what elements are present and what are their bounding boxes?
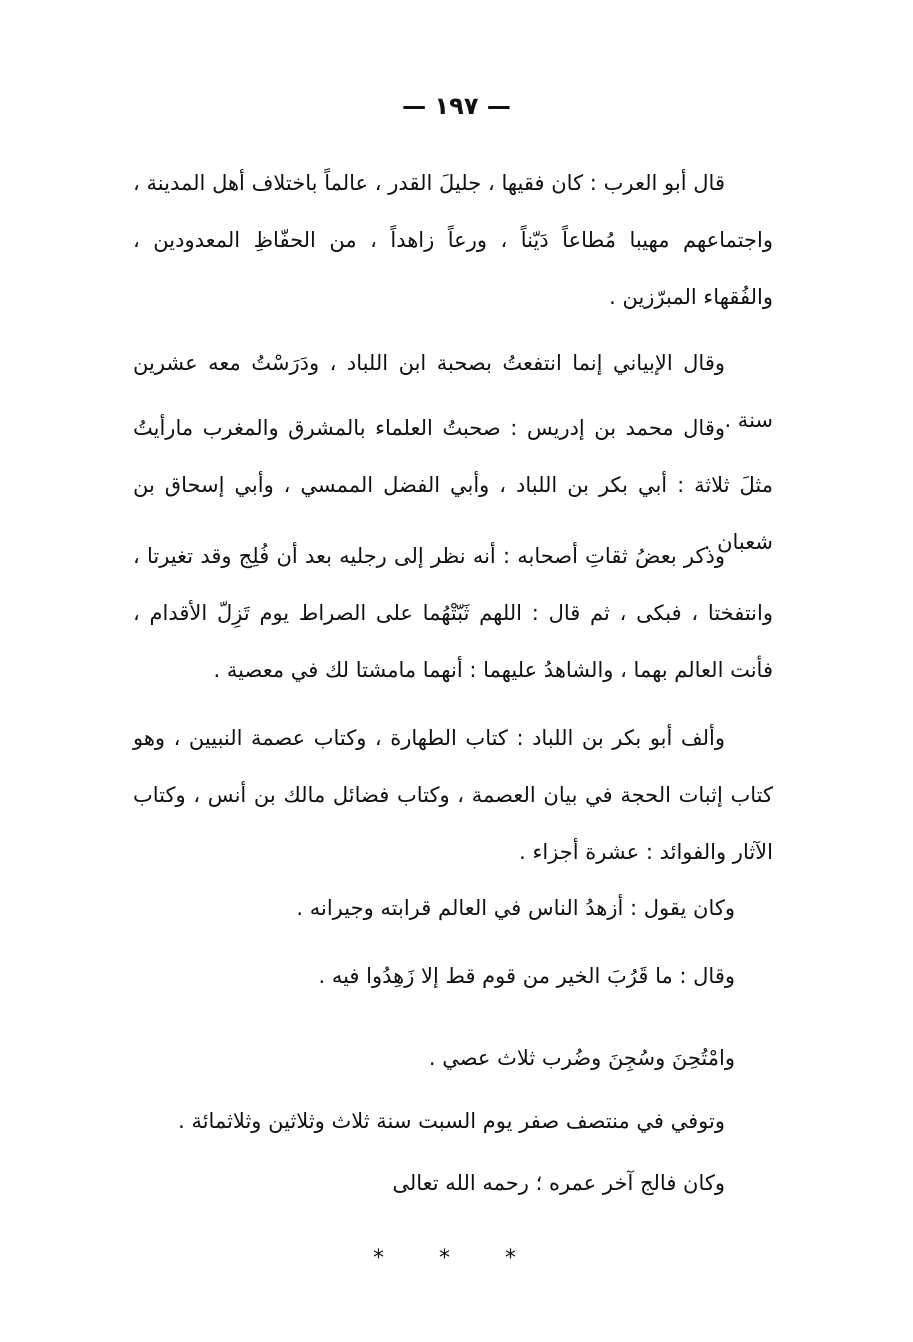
- paragraph-abu-al-arab: قال أبو العرب : كان فقيها ، جليلَ القدر ، عالماً باختلاف أهل المدينة ، واجتماعهم مهيبا مُطاعاً دَيّناً ، ورعاً زاهداً ، من الحفّاظِ المعدودين ، والفُقهاء المبرّزين .: [133, 171, 773, 309]
- paragraph-al-ibyani: وقال الإبياني إنما انتفعتُ بصحبة ابن اللباد ، ودَرَسْتُ معه عشرين سنة .: [133, 351, 773, 432]
- paragraph-saying-2: وقال : ما قَرُبَ الخير من قوم قط إلا زَهِدُوا فيه .: [318, 964, 735, 988]
- page-number: — ١٩٧ —: [402, 92, 511, 120]
- paragraph-works: وألف أبو بكر بن اللباد : كتاب الطهارة ، وكتاب عصمة النبيين ، وهو كتاب إثبات الحجة في بيان العصمة ، وكتاب فضائل مالك بن أنس ، وكتاب الآثار والفوائد : عشرة أجزاء .: [133, 726, 773, 864]
- paragraph-death: وتوفي في منتصف صفر يوم السبت سنة ثلاث وثلاثين وثلاثمائة .: [178, 1109, 725, 1133]
- paragraph-companions-report: وذكر بعضُ ثقاتِ أصحابه : أنه نظر إلى رجليه بعد أن فُلِج وقد تغيرتا ، وانتفختا ، فبكى ، ثم قال : اللهم ثَبّتْهُما على الصراط يوم تَزِلّ الأقدام ، فأنت العالم بهما ، والشاهدُ عليهما : أنهما مامشتا لك في معصية .: [133, 544, 773, 682]
- paragraph-saying-1: وكان يقول : أزهدُ الناس في العالم قرابته وجيرانه .: [296, 896, 735, 920]
- paragraph-trial: وامْتُحِنَ وسُجِنَ وضُرب ثلاث عصي .: [428, 1046, 735, 1070]
- section-ornament: * * *: [373, 1246, 540, 1271]
- paragraph-muhammad-bin-idris: وقال محمد بن إدريس : صحبتُ العلماء بالمشرق والمغرب مارأيتُ مثلَ ثلاثة : أبي بكر بن اللباد ، وأبي الفضل الممسي ، وأبي إسحاق بن شعبان .: [133, 416, 773, 554]
- paragraph-final: وكان فالج آخر عمره ؛ رحمه الله تعالى: [392, 1171, 725, 1195]
